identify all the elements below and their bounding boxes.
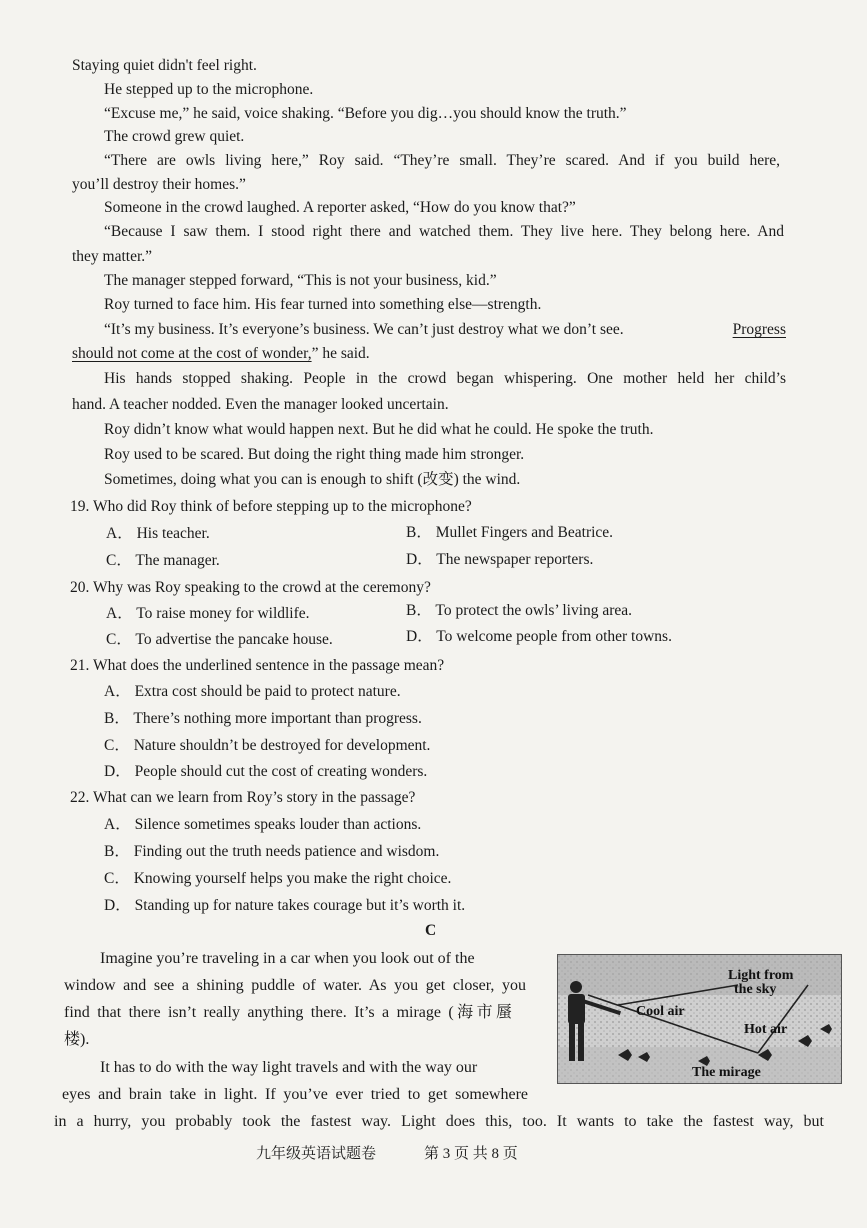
option-c[interactable]: C． The manager.	[106, 552, 220, 569]
paragraph-line: eyes and brain take in light. If you’ve ever tried to get somewhere	[62, 1086, 528, 1103]
underlined-sentence: should not come at the cost of wonder,	[72, 345, 312, 362]
option-c[interactable]: C． Knowing yourself helps you make the right choice.	[104, 870, 452, 887]
paragraph-line: Roy used to be scared. But doing the right thing made him stronger.	[104, 446, 525, 463]
question-stem: 20. Why was Roy speaking to the crowd at the ceremony?	[70, 579, 431, 596]
footer-exam-title: 九年级英语试题卷	[256, 1146, 377, 1162]
paragraph-line	[104, 320, 786, 340]
footer-page-number: 第 3 页 共 8 页	[424, 1146, 518, 1162]
option-b[interactable]: B． Finding out the truth needs patience and wisdom.	[104, 843, 440, 860]
paragraph-line: The crowd grew quiet.	[104, 128, 245, 145]
paragraph-line: Roy didn’t know what would happen next. But he did what he could. He spoke the truth.	[104, 421, 654, 438]
paragraph-line: “There are owls living here,” Roy said. “They’re small. They’re scared. And if you build here,	[104, 152, 780, 169]
paragraph-line: Imagine you’re traveling in a car when you look out of the	[100, 950, 475, 967]
option-d[interactable]: D． To welcome people from other towns.	[406, 628, 672, 645]
paragraph-line: Staying quiet didn't feel right.	[72, 57, 257, 74]
plain-text: “It’s my business. It’s everyone’s business. We can’t just destroy what we don’t see.	[104, 321, 624, 338]
paragraph-line: Someone in the crowd laughed. A reporter asked, “How do you know that?”	[104, 199, 576, 216]
paragraph-line: 楼).	[64, 1031, 90, 1048]
paragraph-line	[72, 344, 370, 364]
paragraph-line: His hands stopped shaking. People in the crowd began whispering. One mother held her child’s	[104, 370, 786, 387]
paragraph-line: Sometimes, doing what you can is enough to shift (改变) the wind.	[104, 471, 521, 488]
light-label-text-line2: the sky	[734, 982, 777, 997]
mirage-diagram	[558, 955, 841, 1083]
paragraph-line: The manager stepped forward, “This is not your business, kid.”	[104, 272, 497, 289]
option-d[interactable]: D． The newspaper reporters.	[406, 551, 594, 568]
mirage-label: The mirage	[692, 1065, 761, 1080]
paragraph-line: in a hurry, you probably took the fastest way. Light does this, too. It wants to take the fastest way, but	[54, 1113, 824, 1130]
paragraph-line: Roy turned to face him. His fear turned into something else—strength.	[104, 296, 542, 313]
option-b[interactable]: B． To protect the owls’ living area.	[406, 602, 633, 619]
option-b[interactable]: B． There’s nothing more important than progress.	[104, 710, 422, 727]
option-b[interactable]: B． Mullet Fingers and Beatrice.	[406, 524, 614, 541]
hot-air-label: Hot air	[744, 1022, 788, 1037]
paragraph-line: they matter.”	[72, 248, 153, 265]
option-a[interactable]: A． His teacher.	[106, 525, 210, 542]
plain-text: ” he said.	[311, 345, 370, 362]
paragraph-line: “Excuse me,” he said, voice shaking. “Before you dig…you should know the truth.”	[104, 105, 627, 122]
paragraph-line: “Because I saw them. I stood right there and watched them. They live here. They belong here. And	[104, 223, 784, 240]
paragraph-line: He stepped up to the microphone.	[104, 81, 314, 98]
question-stem: 22. What can we learn from Roy’s story in the passage?	[70, 789, 416, 806]
option-c[interactable]: C． To advertise the pancake house.	[106, 631, 333, 648]
option-d[interactable]: D． People should cut the cost of creating wonders.	[104, 763, 428, 780]
paragraph-line: you’ll destroy their homes.”	[72, 176, 246, 193]
option-c[interactable]: C． Nature shouldn’t be destroyed for development.	[104, 737, 431, 754]
question-stem: 21. What does the underlined sentence in the passage mean?	[70, 657, 445, 674]
question-stem: 19. Who did Roy think of before stepping up to the microphone?	[70, 498, 472, 515]
paragraph-line: hand. A teacher nodded. Even the manager looked uncertain.	[72, 396, 449, 413]
mirage-illustration	[557, 954, 842, 1084]
option-a[interactable]: A． Silence sometimes speaks louder than actions.	[104, 816, 422, 833]
option-d[interactable]: D． Standing up for nature takes courage but it’s worth it.	[104, 897, 466, 914]
paragraph-line: find that there isn’t really anything there. It’s a mirage (海市蜃	[64, 1004, 512, 1021]
option-a[interactable]: A． To raise money for wildlife.	[106, 605, 310, 622]
paragraph-line: window and see a shining puddle of water. As you get closer, you	[64, 977, 526, 994]
cool-air-label: Cool air	[636, 1004, 685, 1019]
light-label-text: Light from	[728, 968, 794, 983]
underlined-sentence-start: Progress	[732, 321, 786, 338]
section-heading: C	[425, 922, 437, 939]
paragraph-line: It has to do with the way light travels and with the way our	[100, 1059, 478, 1076]
option-a[interactable]: A． Extra cost should be paid to protect nature.	[104, 683, 401, 700]
